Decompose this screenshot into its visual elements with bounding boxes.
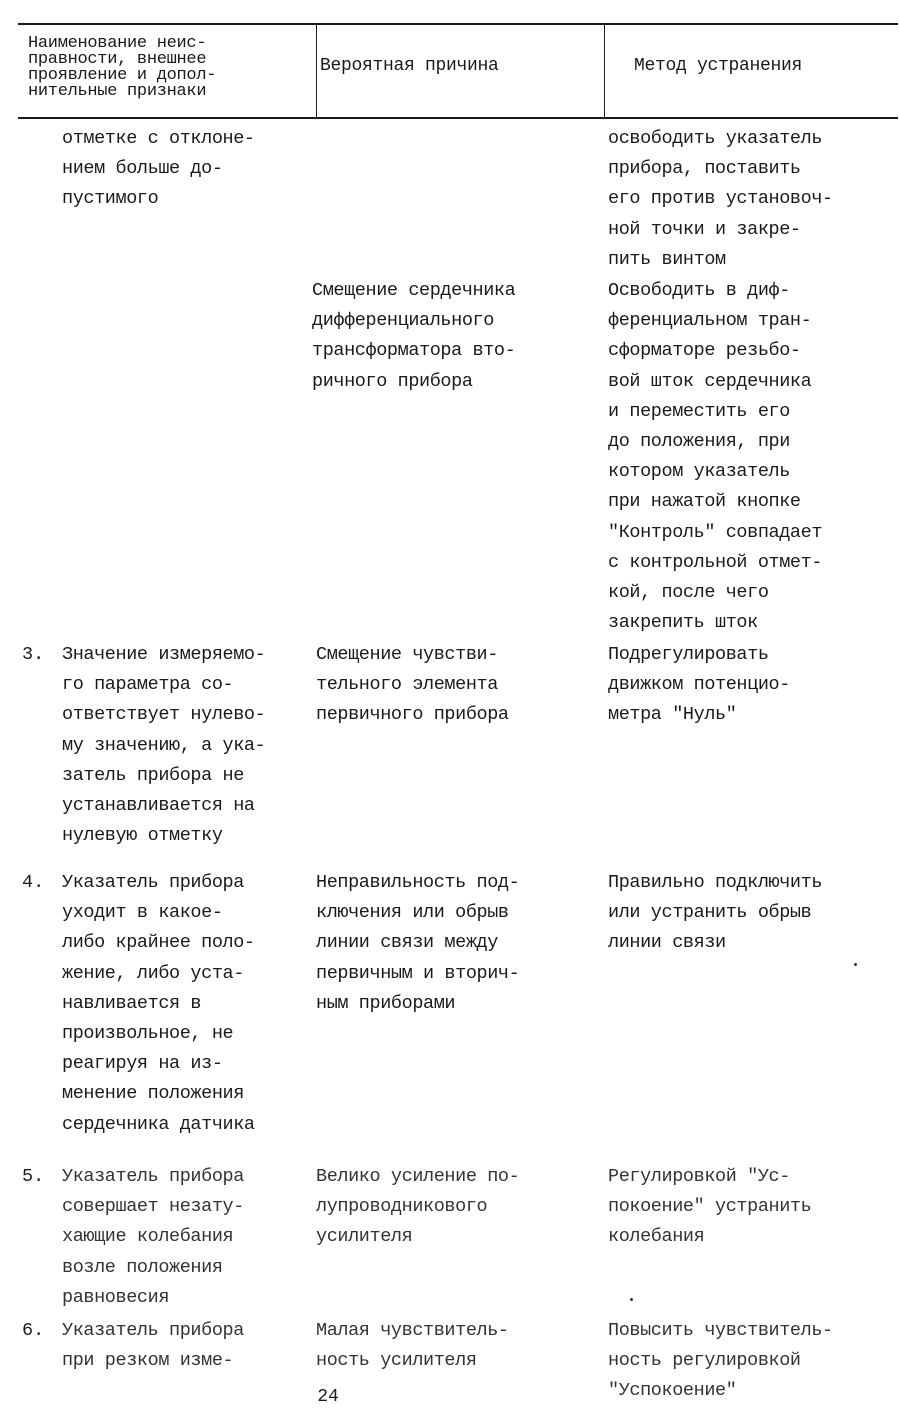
header-cause: Вероятная причина — [320, 56, 499, 76]
row-6-number: 6. — [22, 1320, 45, 1341]
table-top-rule — [18, 23, 898, 25]
row-3-remedy: Подрегулировать движком потенцио- метра "Нуль" — [608, 644, 790, 726]
row-4-remedy: Правильно подключить или устранить обрыв линии связи — [608, 872, 823, 954]
table-header-bottom-rule — [18, 117, 898, 119]
row-5-number: 5. — [22, 1166, 45, 1187]
header-remedy: Метод устранения — [634, 56, 803, 76]
header-column-divider-1 — [316, 25, 317, 117]
row-6-remedy: Повысить чувствитель- ность регулировкой "Успокоение" — [608, 1320, 833, 1402]
header-column-divider-2 — [604, 25, 605, 117]
row-4-fault: Указатель прибора уходит в какое- либо крайнее поло- жение, либо уста- навливается в произвольное, не реагируя на из- менение положения сердечника датчика — [62, 872, 255, 1135]
scan-speck — [854, 963, 857, 966]
row-1-cause: Смещение сердечника дифференциального трансформатора вто- ричного прибора — [312, 280, 516, 392]
row-5-remedy: Регулировкой "Ус- покоение" устранить колебания — [608, 1166, 812, 1248]
row-3-cause: Смещение чувстви- тельного элемента первичного прибора — [316, 644, 509, 726]
scan-speck — [630, 1298, 633, 1301]
header-fault: Наименование неис- правности, внешнее проявление и допол- нительные признаки — [28, 34, 217, 101]
row-1-remedy: Освободить в диф- ференциальном тран- сформаторе резьбо- вой шток сердечника и переместить его до положения, при котором указатель при нажатой кнопке "Контроль" совпадает с контрольной отмет- кой, после чего закрепить шток — [608, 280, 823, 634]
row-5-cause: Велико усиление по- лупроводникового усилителя — [316, 1166, 520, 1248]
row-0-fault: отметке с отклоне- нием больше до- пустимого — [62, 128, 255, 210]
row-0-remedy: освободить указатель прибора, поставить его против установоч- ной точки и закре- пить винтом — [608, 128, 833, 270]
row-4-number: 4. — [22, 872, 45, 893]
page-number: 24 — [317, 1387, 339, 1407]
row-6-cause: Малая чувствитель- ность усилителя — [316, 1320, 509, 1372]
row-3-fault: Значение измеряемо- го параметра со- ответствует нулево- му значению, а ука- затель прибора не устанавливается на нулевую отметку — [62, 644, 266, 847]
row-5-fault: Указатель прибора совершает незату- хающие колебания возле положения равновесия — [62, 1166, 244, 1308]
row-3-number: 3. — [22, 644, 45, 665]
row-4-cause: Неправильность под- ключения или обрыв линии связи между первичным и вторич- ным приборами — [316, 872, 520, 1014]
row-6-fault: Указатель прибора при резком изме- — [62, 1320, 244, 1372]
